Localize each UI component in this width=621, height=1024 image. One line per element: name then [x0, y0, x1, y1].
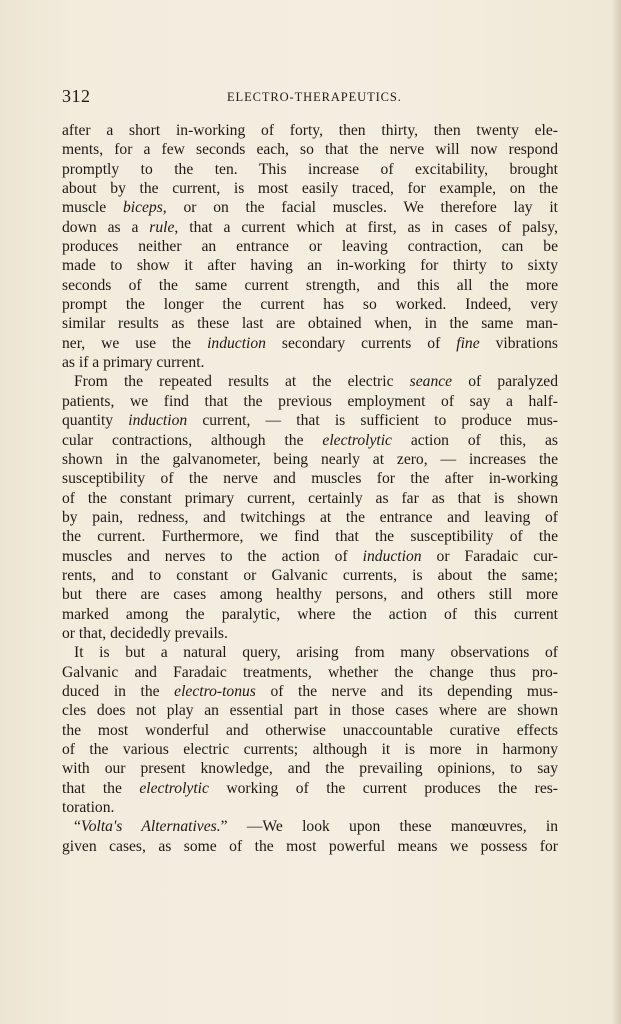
text-line: the current. Furthermore, we find that the susceptibility of the: [62, 528, 558, 546]
text-line: promptly to the ten. This increase of excitability, brought: [62, 160, 558, 178]
text-line: muscles and nerves to the action of induction or Faradaic cur-: [62, 547, 558, 565]
text-line: cular contractions, although the electrolytic action of this, as: [62, 431, 558, 449]
text-line: down as a rule, that a current which at first, as in cases of palsy,: [62, 218, 558, 236]
text-line: “Volta's Alternatives.” —We look upon these manœuvres, in: [74, 818, 558, 836]
text-line: marked among the paralytic, where the action of this current: [62, 605, 558, 623]
text-line: From the repeated results at the electric seance of paralyzed: [74, 373, 558, 391]
text-line: of the various electric currents; although it is more in harmony: [62, 741, 558, 758]
text-line: seconds of the same current strength, and this all the more: [62, 276, 558, 294]
text-line: Galvanic and Faradaic treatments, whether the change thus pro-: [62, 663, 558, 681]
text-line: but there are cases among healthy persons, and others still more: [62, 586, 558, 604]
text-line: duced in the electro-tonus of the nerve and its depending mus-: [62, 682, 558, 700]
text-line: that the electrolytic working of the current produces the res-: [62, 779, 558, 797]
text-line: given cases, as some of the most powerful means we possess for: [62, 837, 558, 855]
text-line: ner, we use the induction secondary currents of fine vibrations: [62, 334, 558, 352]
text-line: or that, decidedly prevails.: [62, 624, 228, 642]
page-header: [62, 86, 558, 110]
text-line: with our present knowledge, and the prevailing opinions, to say: [62, 760, 558, 778]
text-line: susceptibility of the nerve and muscles for the after in-working: [62, 470, 558, 488]
text-line: produces neither an entrance or leaving contraction, can be: [62, 238, 558, 256]
text-line: quantity induction current, — that is sufficient to produce mus-: [62, 412, 558, 430]
page-number: 312: [62, 86, 91, 106]
text-line: about by the current, is most easily traced, for example, on the: [62, 180, 558, 198]
text-line: toration.: [62, 799, 115, 817]
running-head: ELECTRO-THERAPEUTICS.: [227, 90, 402, 104]
text-line: shown in the galvanometer, being nearly at zero, — increases the: [62, 450, 558, 468]
text-line: cles does not play an essential part in those cases where are shown: [62, 702, 558, 720]
text-line: as if a primary current.: [62, 354, 205, 372]
text-line: the most wonderful and otherwise unaccountable curative effects: [62, 721, 558, 739]
body-text: [62, 121, 558, 856]
text-line: muscle biceps, or on the facial muscles. We therefore lay it: [62, 199, 558, 217]
text-line: patients, we find that the previous employment of say a half-: [62, 392, 558, 410]
text-line: It is but a natural query, arising from many observations of: [74, 644, 558, 662]
text-line: rents, and to constant or Galvanic currents, is about the same;: [62, 566, 558, 584]
text-line: by pain, redness, and twitchings at the entrance and leaving of: [62, 508, 558, 526]
text-line: of the constant primary current, certainly as far as that is shown: [62, 489, 558, 507]
page-edge-shadow: [611, 0, 621, 1024]
text-line: after a short in-working of forty, then thirty, then twenty ele-: [62, 122, 558, 139]
text-line: similar results as these last are obtained when, in the same man-: [62, 315, 558, 333]
text-line: ments, for a few seconds each, so that the nerve will now respond: [62, 141, 558, 159]
text-line: prompt the longer the current has so worked. Indeed, very: [62, 296, 558, 314]
text-line: made to show it after having an in-working for thirty to sixty: [62, 257, 558, 275]
